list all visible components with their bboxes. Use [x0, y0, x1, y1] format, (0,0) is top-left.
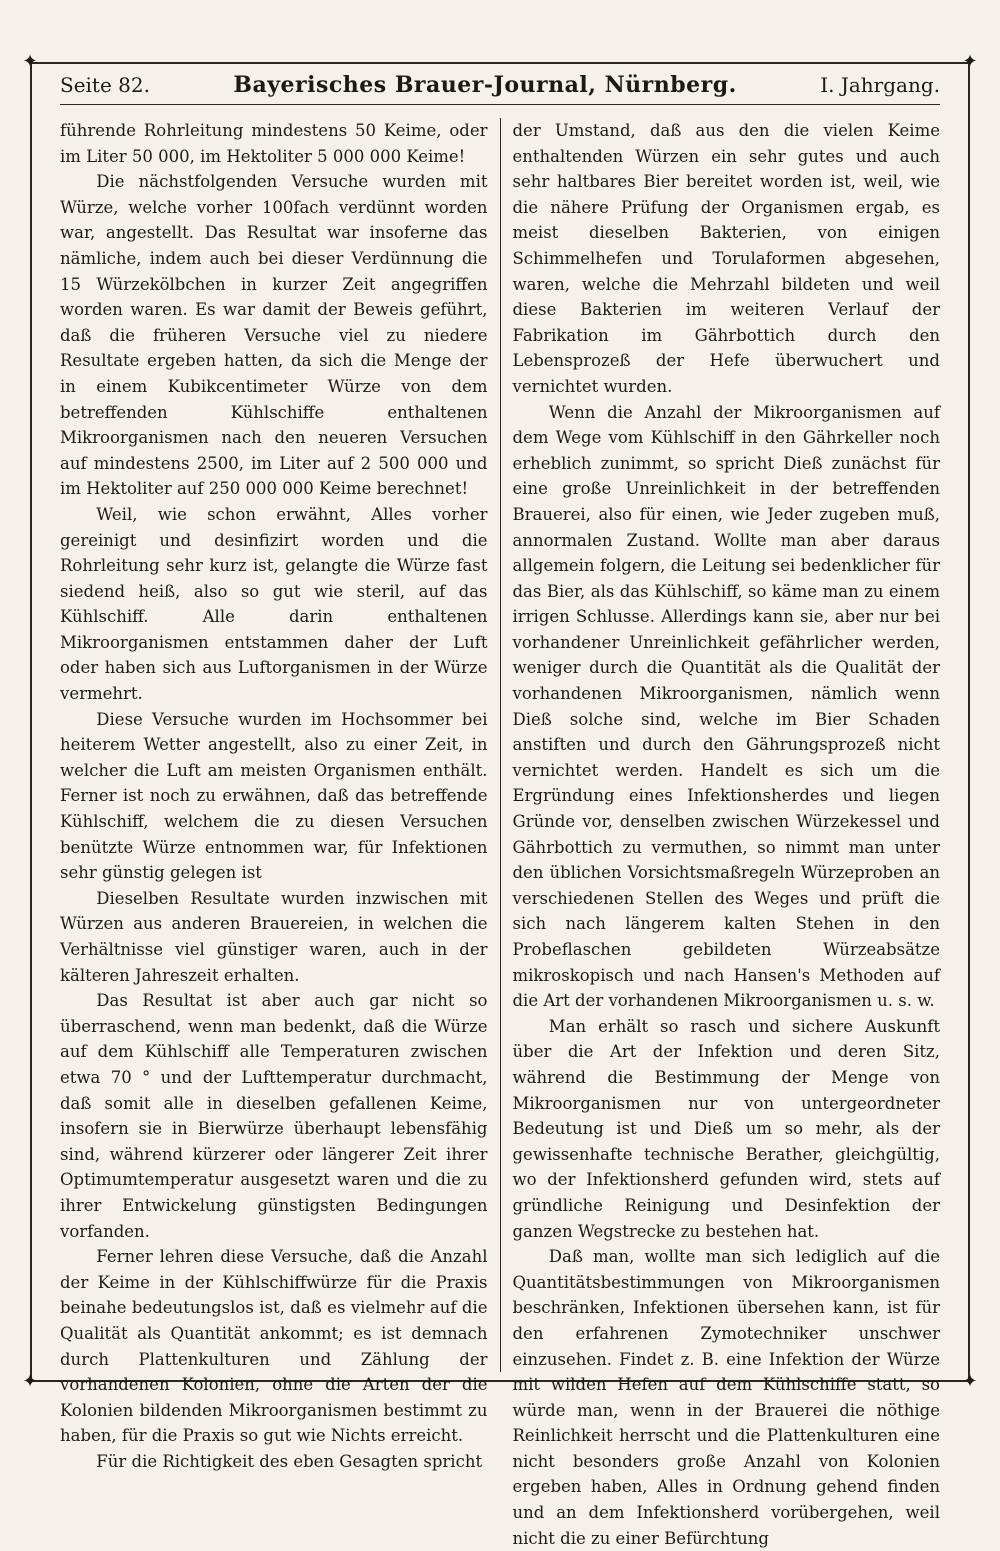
- article-columns: [60, 118, 940, 1548]
- page-header: [60, 68, 940, 102]
- page-frame-left: [30, 62, 32, 1382]
- page-frame-top: [30, 62, 970, 64]
- paragraph: Für die Richtigkeit des eben Gesagten spricht: [96, 1451, 483, 1471]
- page-number: Seite 82.: [60, 73, 150, 97]
- corner-ornament-icon: ✦: [22, 51, 38, 72]
- header-rule: [60, 104, 940, 105]
- paragraph: Man erhält so rasch und sichere Auskunft über die Art der Infektion und deren Sitz, während die Bestimmung der Menge von Mikroorganismen nur von untergeordneter Bedeutung ist und Dieß um so mehr, als der gewissenhafte technische Berather, gleichgültig, wo der Infektionsherd gefunden wird, stets auf gründliche Reinigung und Desinfektion der ganzen Wegstrecke zu bestehen hat.: [512, 1016, 940, 1241]
- paragraph: Wenn die Anzahl der Mikroorganismen auf dem Wege vom Kühlschiff in den Gährkeller noch erheblich zunimmt, so spricht Dieß zunächst für eine große Unreinlichkeit in der betreffenden Brauerei, also für einen, wie Jeder zugeben muß, annormalen Zustand. Wollte man aber daraus allgemein folgern, die Leitung sei bedenklicher für das Bier, als das Kühlschiff, so käme man zu einem irrigen Schlusse. Allerdings kann sie, aber nur bei vorhandener Unreinlichkeit gefährlicher werden, weniger durch die Quantität als die Qualität der vorhandenen Mikroorganismen, nämlich wenn Dieß solche sind, welche im Bier Schaden anstiften und durch den Gährungsprozeß nicht vernichtet werden. Handelt es sich um die Ergründung eines Infektionsherdes und liegen Gründe vor, denselben zwischen Würzekessel und Gährbottich zu vermuthen, so nimmt man unter den üblichen Vorsichtsmaßregeln Würzeproben an verschiedenen Stellen des Weges und prüft die sich nach längerem kalten Stehen in den Probeflaschen gebildeten Würzeabsätze mikroskopisch und nach Hansen's Methoden auf die Art der vorhandenen Mikroorganismen u. s. w.: [512, 402, 940, 1011]
- paragraph: Daß man, wollte man sich lediglich auf die Quantitätsbestimmungen von Mikroorganismen beschränken, Infektionen übersehen kann, ist für den erfahrenen Zymotechniker unschwer einzusehen. Findet z. B. eine Infektion der Würze mit wilden Hefen auf dem Kühlschiffe statt, so würde man, wenn in der Brauerei die nöthige Reinlichkeit herrscht und die Plattenkulturen eine nicht besonders große Anzahl von Kolonien ergeben haben, Alles in Ordnung gehend finden und an dem Infektionsherd vorübergehen, weil nicht die zu einer Befürchtung: [512, 1247, 940, 1548]
- paragraph: Ferner lehren diese Versuche, daß die Anzahl der Keime in der Kühlschiffwürze für die Praxis beinahe bedeutungslos ist, daß es vielmehr auf die Qualität als Quantität ankommt; es ist demnach durch Plattenkulturen und Zählung der vorhandenen Kolonien, ohne die Arten der die Kolonien bildenden Mikroorganismen bestimmt zu haben, für die Praxis so gut wie Nichts erreicht.: [60, 1247, 488, 1446]
- paragraph: Das Resultat ist aber auch gar nicht so überraschend, wenn man bedenkt, daß die Würze auf dem Kühlschiff alle Temperaturen zwischen etwa 70 ° und der Lufttemperatur durchmacht, daß somit alle in dieselben gefallenen Keime, insofern sie in Bierwürze überhaupt lebensfähig sind, während kürzerer oder längerer Zeit ihrer Optimumtemperatur ausgesetzt waren und die zu ihrer Entwickelung günstigsten Bedingungen vorfanden.: [60, 991, 488, 1241]
- paragraph: Weil, wie schon erwähnt, Alles vorher gereinigt und desinfizirt worden und die Rohrleitung sehr kurz ist, gelangte die Würze fast siedend heiß, also so gut wie steril, auf das Kühlschiff. Alle darin enthaltenen Mikroorganismen entstammen daher der Luft oder haben sich aus Luftorganismen in der Würze vermehrt.: [60, 504, 488, 704]
- corner-ornament-icon: ✦: [962, 1371, 978, 1392]
- left-column: [60, 118, 501, 1471]
- corner-ornament-icon: ✦: [22, 1371, 38, 1392]
- paragraph: führende Rohrleitung mindestens 50 Keime, oder im Liter 50 000, im Hektoliter 5 000 000 Keime!: [60, 121, 488, 166]
- paragraph: Diese Versuche wurden im Hochsommer bei heiterem Wetter angestellt, also zu einer Zeit, in welcher die Luft am meisten Organismen enthält. Ferner ist noch zu erwähnen, daß das betreffende Kühlschiff, welchem die zu diesen Versuchen benützte Würze entnommen war, für Infektionen sehr günstig gelegen ist: [60, 709, 488, 883]
- volume-label: I. Jahrgang.: [820, 73, 940, 97]
- page-frame-right: [968, 62, 970, 1382]
- journal-title: Bayerisches Brauer-Journal, Nürnberg.: [233, 72, 737, 98]
- right-column: [501, 118, 941, 1548]
- corner-ornament-icon: ✦: [962, 51, 978, 72]
- paragraph: Dieselben Resultate wurden inzwischen mit Würzen aus anderen Brauereien, in welchen die Verhältnisse viel günstiger waren, auch in der kälteren Jahreszeit erhalten.: [60, 888, 488, 985]
- paragraph: der Umstand, daß aus den die vielen Keime enthaltenden Würzen ein sehr gutes und auch sehr haltbares Bier bereitet worden ist, weil, wie die nähere Prüfung der Organismen ergab, es meist dieselben Bakterien, von einigen Schimmelhefen und Torulaformen abgesehen, waren, welche die Mehrzahl bildeten und weil diese Bakterien im weiteren Verlauf der Fabrikation im Gährbottich durch den Lebensprozeß der Hefe überwuchert und vernichtet wurden.: [512, 121, 940, 396]
- paragraph: Die nächstfolgenden Versuche wurden mit Würze, welche vorher 100fach verdünnt worden war, angestellt. Das Resultat war insoferne das nämliche, indem auch bei dieser Verdünnung die 15 Würzekölbchen in kurzer Zeit angegriffen worden waren. Es war damit der Beweis geführt, daß die früheren Versuche viel zu niedere Resultate ergeben hatten, da sich die Menge der in einem Kubikcentimeter Würze von dem betreffenden Kühlschiffe enthaltenen Mikroorganismen nach den neueren Versuchen auf mindestens 2500, im Liter auf 2 500 000 und im Hektoliter auf 250 000 000 Keime berechnet!: [60, 172, 488, 499]
